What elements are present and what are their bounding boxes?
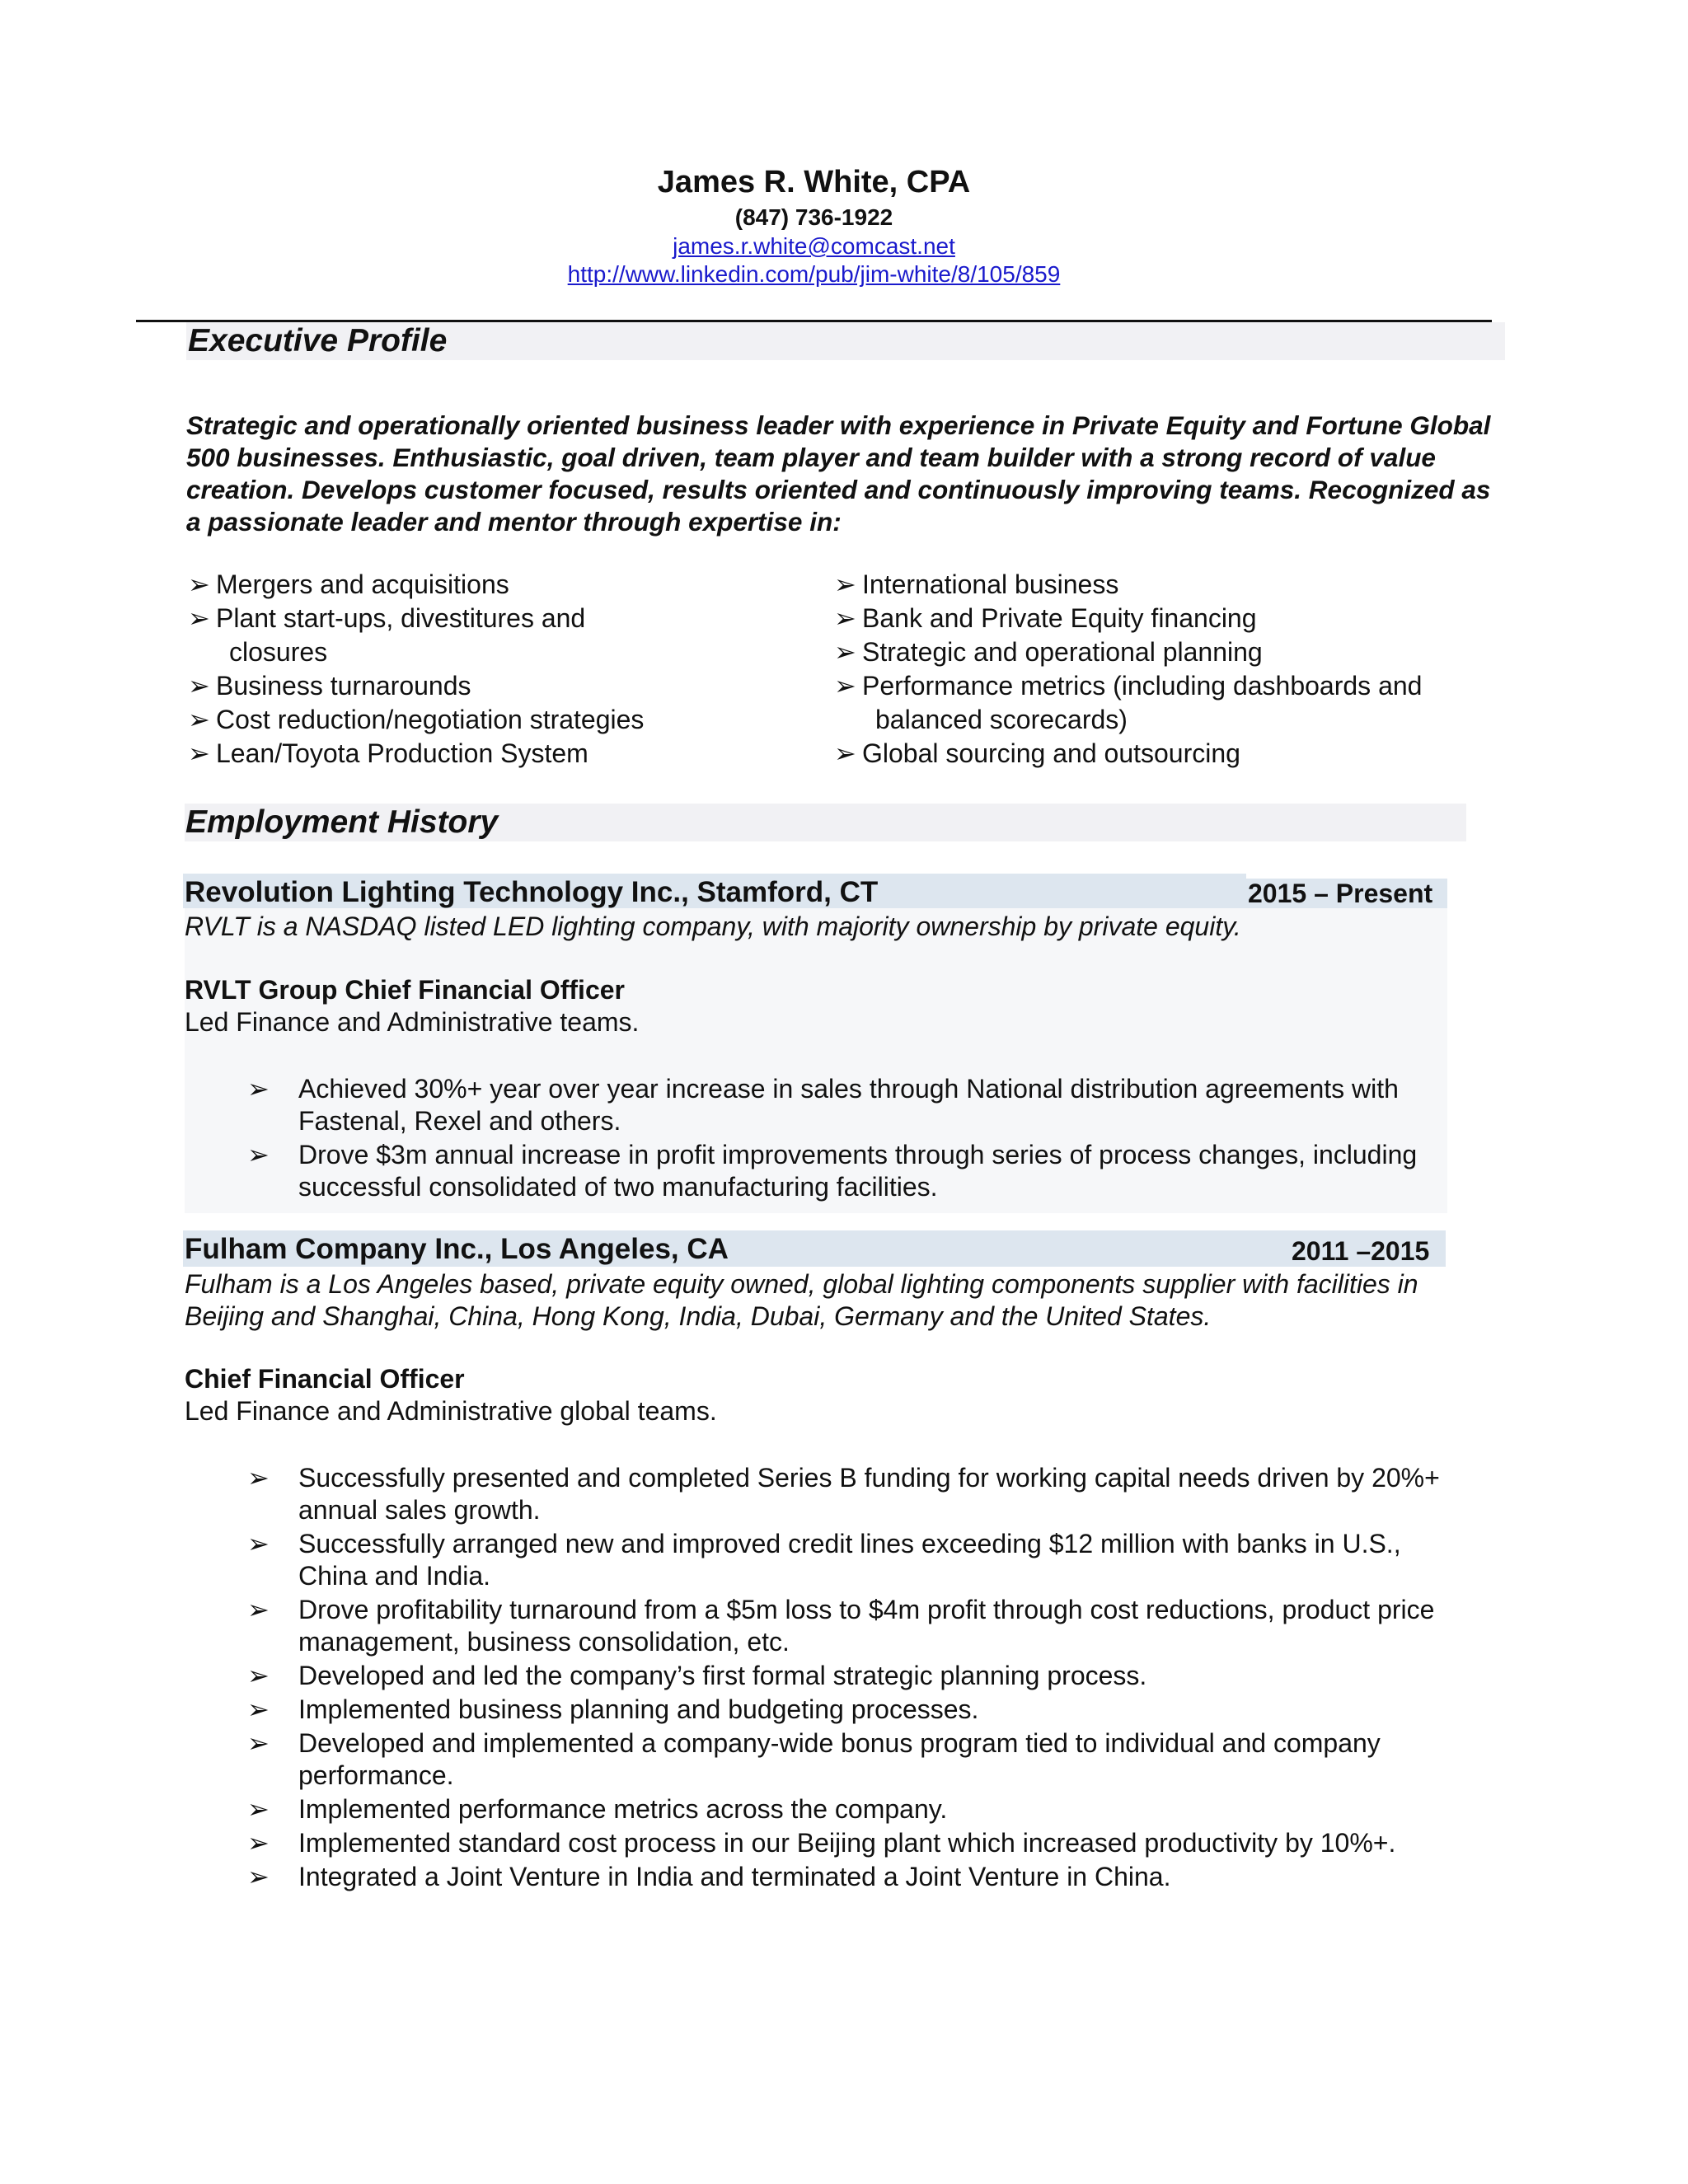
- arrow-bullet-icon: ➢: [834, 738, 856, 768]
- list-item: [247, 1594, 1475, 1658]
- arrow-bullet-icon: ➢: [247, 1728, 270, 1758]
- list-item: [834, 635, 1510, 669]
- skill-label-continued: balanced scorecards): [875, 705, 1128, 734]
- skill-label: Global sourcing and outsourcing: [862, 738, 1240, 768]
- executive-profile-heading: Executive Profile: [188, 323, 448, 359]
- candidate-name: James R. White, CPA: [657, 165, 971, 199]
- arrow-bullet-icon: ➢: [247, 1074, 270, 1104]
- arrow-bullet-icon: ➢: [188, 705, 210, 734]
- achievement-text: Drove $3m annual increase in profit improvements through series of process changes, including successful consolidated of two manufacturing facilities.: [298, 1140, 1418, 1202]
- arrow-bullet-icon: ➢: [188, 671, 210, 701]
- job-1-role: RVLT Group Chief Financial Officer: [185, 975, 625, 1005]
- job-2-dates: 2011 –2015: [1292, 1236, 1430, 1266]
- list-item: [188, 602, 814, 669]
- job-2-role-description: Led Finance and Administrative global teams.: [185, 1396, 717, 1426]
- arrow-bullet-icon: ➢: [188, 738, 210, 768]
- job-1-description: RVLT is a NASDAQ listed LED lighting company, with majority ownership by private equity.: [185, 912, 1241, 941]
- job-1-achievements: [247, 1073, 1475, 1205]
- list-item: [834, 568, 1510, 602]
- achievement-text: Integrated a Joint Venture in India and terminated a Joint Venture in China.: [298, 1862, 1171, 1891]
- list-item: [188, 568, 814, 602]
- job-1-dates: 2015 – Present: [1248, 879, 1433, 908]
- skill-label: Performance metrics (including dashboards and: [862, 671, 1423, 701]
- skills-list-left: [188, 568, 814, 771]
- arrow-bullet-icon: ➢: [247, 1595, 270, 1624]
- list-item: [247, 1528, 1475, 1592]
- achievement-text: Developed and implemented a company-wide bonus program tied to individual and company performance.: [298, 1728, 1381, 1790]
- achievement-text: Achieved 30%+ year over year increase in sales through National distribution agreements with Fastenal, Rexel and others.: [298, 1074, 1399, 1136]
- list-item: [247, 1462, 1475, 1526]
- arrow-bullet-icon: ➢: [247, 1661, 270, 1690]
- skill-label: Cost reduction/negotiation strategies: [216, 705, 645, 734]
- list-item: [247, 1694, 1475, 1726]
- job-2-role: Chief Financial Officer: [185, 1364, 465, 1394]
- phone-number: (847) 736-1922: [734, 204, 893, 230]
- skill-label: Lean/Toyota Production System: [216, 738, 588, 768]
- arrow-bullet-icon: ➢: [247, 1140, 270, 1169]
- job-1-company: Revolution Lighting Technology Inc., Stamford, CT: [185, 876, 879, 908]
- achievement-text: Implemented business planning and budgeting processes.: [298, 1694, 979, 1724]
- arrow-bullet-icon: ➢: [247, 1794, 270, 1824]
- email-link[interactable]: james.r.white@comcast.net: [673, 233, 955, 259]
- list-item: [247, 1073, 1475, 1137]
- skill-label: Plant start-ups, divestitures and: [216, 603, 586, 633]
- achievement-text: Developed and led the company’s first formal strategic planning process.: [298, 1661, 1147, 1690]
- employment-history-heading: Employment History: [185, 804, 499, 840]
- arrow-bullet-icon: ➢: [247, 1529, 270, 1558]
- skill-label: Business turnarounds: [216, 671, 471, 701]
- arrow-bullet-icon: ➢: [834, 603, 856, 633]
- list-item: [247, 1827, 1475, 1859]
- skills-list-right: [834, 568, 1510, 771]
- arrow-bullet-icon: ➢: [834, 671, 856, 701]
- achievement-text: Successfully arranged new and improved credit lines exceeding $12 million with banks in U.S., China and India.: [298, 1529, 1401, 1591]
- list-item: [247, 1660, 1475, 1692]
- skill-label: Bank and Private Equity financing: [862, 603, 1257, 633]
- job-2-achievements: [247, 1462, 1475, 1895]
- achievement-text: Successfully presented and completed Series B funding for working capital needs driven by 20%+ annual sales growth.: [298, 1463, 1440, 1525]
- list-item: [188, 669, 814, 703]
- achievement-text: Drove profitability turnaround from a $5m loss to $4m profit through cost reductions, product price management, business consolidation, etc.: [298, 1595, 1435, 1657]
- resume-header: [0, 162, 1628, 288]
- achievement-text: Implemented standard cost process in our Beijing plant which increased productivity by 10%+.: [298, 1828, 1396, 1858]
- profile-summary: Strategic and operationally oriented business leader with experience in Private Equity and Fortune Global 500 businesses. Enthusiastic, goal driven, team player and team builder with a strong record of value creation. Develops customer focused, results oriented and continuously improving teams. Recognized as a passionate leader and mentor through expertise in:: [186, 410, 1491, 537]
- skill-label: Mergers and acquisitions: [216, 569, 509, 599]
- list-item: [247, 1861, 1475, 1893]
- job-2-description: Fulham is a Los Angeles based, private equity owned, global lighting components supplier with facilities in Beijing and Shanghai, China, Hong Kong, India, Dubai, Germany and the United States.: [185, 1269, 1418, 1331]
- list-item: [247, 1793, 1475, 1825]
- arrow-bullet-icon: ➢: [188, 603, 210, 633]
- arrow-bullet-icon: ➢: [834, 637, 856, 667]
- achievement-text: Implemented performance metrics across the company.: [298, 1794, 948, 1824]
- arrow-bullet-icon: ➢: [247, 1463, 270, 1493]
- skill-label-continued: closures: [229, 637, 328, 667]
- linkedin-link[interactable]: http://www.linkedin.com/pub/jim-white/8/105/859: [567, 261, 1061, 287]
- list-item: [247, 1139, 1475, 1203]
- arrow-bullet-icon: ➢: [247, 1694, 270, 1724]
- list-item: [834, 602, 1510, 635]
- arrow-bullet-icon: ➢: [834, 569, 856, 599]
- job-2-company: Fulham Company Inc., Los Angeles, CA: [185, 1233, 729, 1265]
- job-1-role-description: Led Finance and Administrative teams.: [185, 1007, 640, 1037]
- skill-label: International business: [862, 569, 1119, 599]
- list-item: [247, 1727, 1475, 1792]
- list-item: [834, 737, 1510, 771]
- list-item: [188, 737, 814, 771]
- arrow-bullet-icon: ➢: [247, 1862, 270, 1891]
- arrow-bullet-icon: ➢: [247, 1828, 270, 1858]
- list-item: [834, 669, 1510, 737]
- arrow-bullet-icon: ➢: [188, 569, 210, 599]
- skill-label: Strategic and operational planning: [862, 637, 1263, 667]
- list-item: [188, 703, 814, 737]
